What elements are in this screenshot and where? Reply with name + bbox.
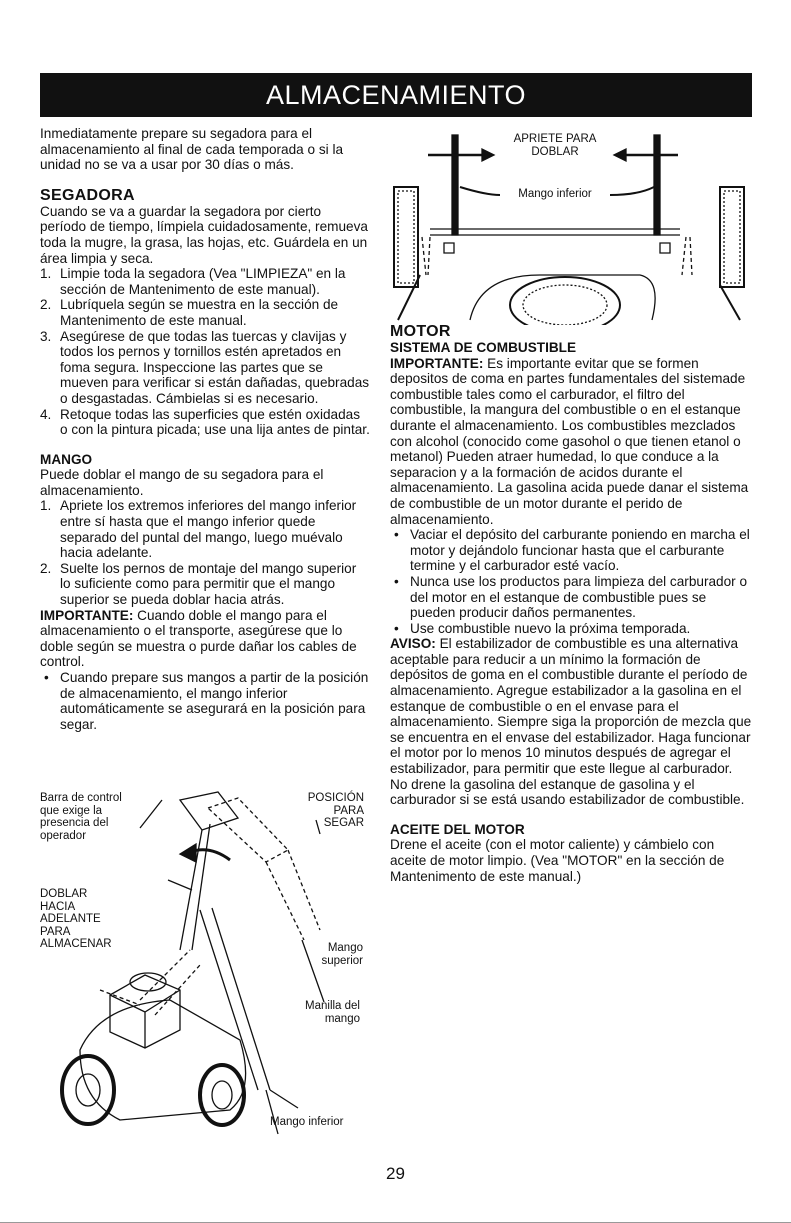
label-fold-forward: DOBLAR HACIA ADELANTE PARA ALMACENAR xyxy=(40,888,112,950)
list-item: 3. Asegúrese de que todas las tuercas y clavijas y todos los pernos y tornillos estén apretados en foma segura. Inspeccione las partes que se mueven para verificar si están dañadas, quebradas o desgastadas. Cámbielas si es necesario. xyxy=(40,328,370,406)
mango-steps xyxy=(40,498,370,607)
motor-bullets xyxy=(390,527,752,636)
oil-paragraph: Drene el aceite (con el motor caliente) y cámbielo con aceite de motor limpio. (Vea "MOTOR" en la sección de Mantenimento de este manual.) xyxy=(390,837,725,884)
segadora-heading: SEGADORA xyxy=(40,186,135,204)
list-item: 1. Limpie toda la segadora (Vea "LIMPIEZA" en la sección de Mantenimento de este manual). xyxy=(40,266,346,297)
motor-important: IMPORTANTE: Es importante evitar que se formen depositos de coma en partes fundamentales del sistemade combustible tales como el carburador, el filtro del combustible, la mangura del combustible o en el estanque durante el almacenamiento. Los combustibles mezclados con alcohol (conocido come gasohol o que tienen etanol o metanol) Pueden atraer humedad, lo que conduce a la separacion y a la formación de acidos durante el almacenamiento. La gasolina acida puede danar el sistema de combustible de un motor durante el perido de almacenamiento. xyxy=(390,355,749,527)
label-mowing-position: POSICIÓN PARA SEGAR xyxy=(307,792,364,829)
label-squeeze: APRIETE PARA DOBLAR xyxy=(513,133,597,158)
segadora-steps xyxy=(40,266,370,438)
left-column xyxy=(40,126,370,732)
mango-paragraph: Puede doblar el mango de su segadora para el almacenamiento. xyxy=(40,467,324,498)
mango-heading: MANGO xyxy=(40,451,93,467)
oil-heading: ACEITE DEL MOTOR xyxy=(390,821,525,837)
right-column xyxy=(390,323,752,884)
mango-bullets xyxy=(40,670,370,732)
label-upper-handle: Mango superior xyxy=(321,942,363,967)
list-item: • Cuando prepare sus mangos a partir de la posición de almacenamiento, el mango inferior automáticamente se asegurará en la posición para segar. xyxy=(40,670,370,732)
fuel-system-heading: SISTEMA DE COMBUSTIBLE xyxy=(390,340,577,355)
label-lower-handle-2: Mango inferior xyxy=(518,188,592,200)
list-item: 1. Apriete los extremos inferiores del mango inferior entre sí hasta que el mango inferior quede separado del puntal del mango, luego muévalo hacia adelante. xyxy=(40,498,357,561)
motor-notice: AVISO: El estabilizador de combustible es una alternativa aceptable para reducir a un mínimo la formación de depósitos de goma en el combustible durante el período de almacenamiento. Agregue estabilizador a la gasolina en el estanque de combustible o en el envase para el almacenamiento. Siempre siga la proporción de mezcla que se encuentra en el envase del estabilizador. Haga funcionar el motor por lo menos 10 minutos después de agregar el estabilizador, para permitir que este llegue al carburador. No drene la gasolina del estanque de gasolina y el carburador si se está usando estabilizador de combustible. xyxy=(390,636,752,808)
list-item: • Nunca use los productos para limpieza del carburador o del motor en el estanque de combustible pues se pueden producir daños permanentes. xyxy=(390,574,752,621)
list-item: • Use combustible nuevo la próxima temporada. xyxy=(390,621,752,637)
label-control-bar: Barra de control que exige la presencia del operador xyxy=(40,792,122,842)
mower-fold-figure xyxy=(40,790,370,1135)
page-number: 29 xyxy=(386,1164,405,1183)
list-item: 2. Suelte los pernos de montaje del mango superior lo suficiente como para permitir que el mango superior se pueda doblar hacia atrás. xyxy=(40,560,357,608)
label-handle-grip: Manilla del mango xyxy=(305,1000,360,1025)
list-item: • Vaciar el depósito del carburante poniendo en marcha el motor y dejándolo funcionar hasta que el carburante termine y el carburador esté vacío. xyxy=(390,527,752,574)
segadora-paragraph: Cuando se va a guardar la segadora por cierto período de tiempo, límpiela cuidadosamente, remueva toda la mugre, la grasa, las hojas, etc. Guárdela en un área limpia y seca. xyxy=(40,203,368,266)
list-item: 2. Lubríquela según se muestra en la sección de Mantenimento de este manual. xyxy=(40,297,339,328)
intro-paragraph: Inmediatamente prepare su segadora para el almacenamiento al final de cada temporada o si la unidad no se va a usar por 30 días o más. xyxy=(40,126,344,173)
list-item: 4. Retoque todas las superficies que estén oxidadas o con la pintura picada; use una lija antes de pintar. xyxy=(40,406,370,438)
handle-squeeze-figure xyxy=(390,125,752,325)
label-lower-handle: Mango inferior xyxy=(270,1116,344,1128)
motor-heading: MOTOR xyxy=(390,323,451,340)
section-banner: ALMACENAMIENTO xyxy=(40,73,752,117)
mango-important: IMPORTANTE: Cuando doble el mango para el almacenamiento o el transporte, asegúrese que lo doble según se muestra o purde dañar los cables de control. xyxy=(40,607,357,670)
